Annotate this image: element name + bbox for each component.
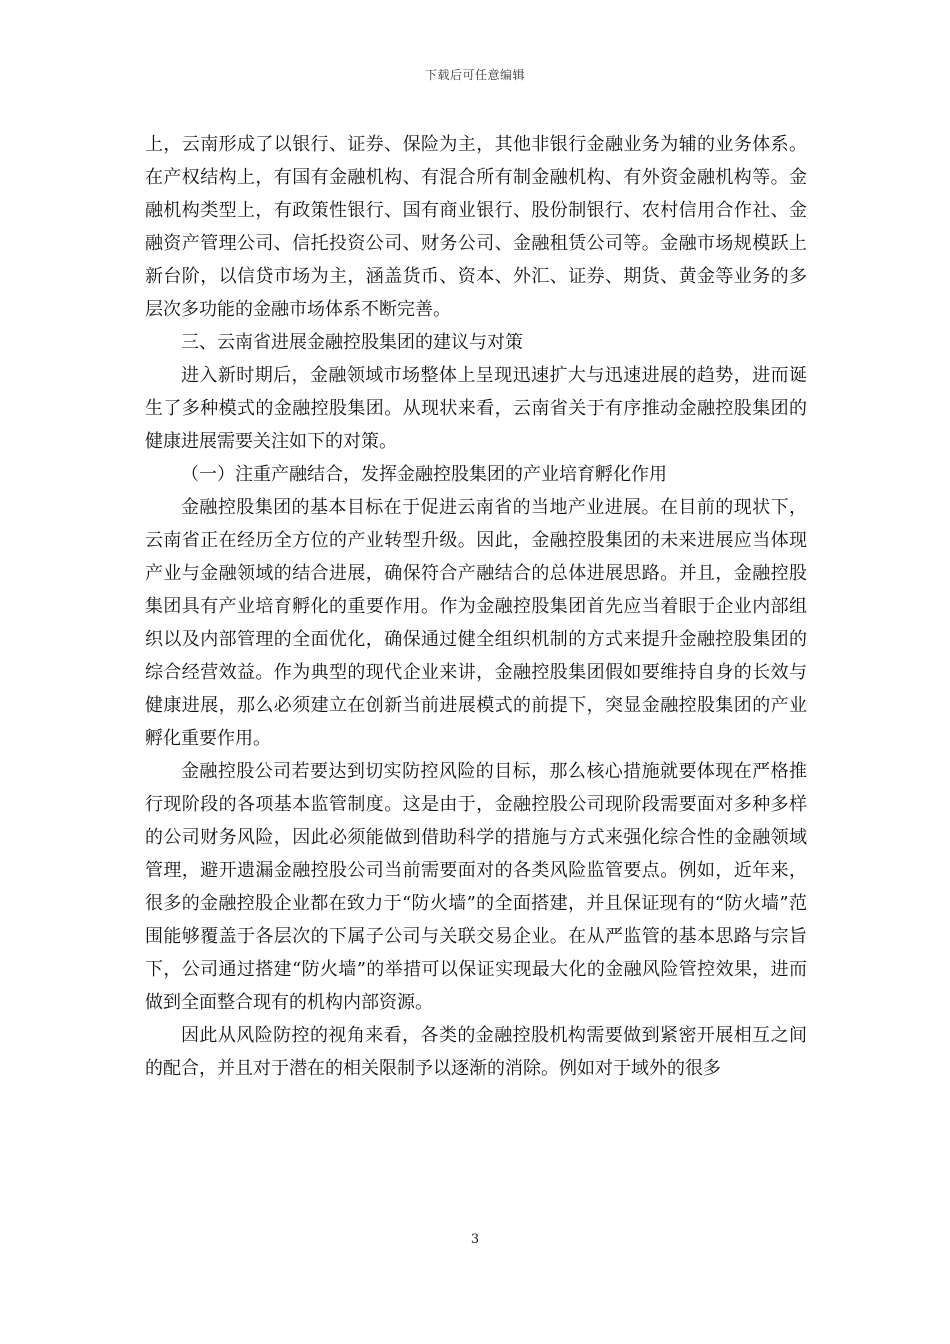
body-text xyxy=(145,128,807,1085)
page-header: 下载后可任意编辑 xyxy=(424,68,525,82)
paragraph: 金融控股集团的基本目标在于促进云南省的当地产业进展。在目前的现状下，云南省正在经历全方位的产业转型升级。因此，金融控股集团的未来进展应当体现产业与金融领域的结合进展，确保符合产融结合的总体进展思路。并且，金融控股集团具有产业培育孵化的重要作用。作为金融控股集团首先应当着眼于企业内部组织以及内部管理的全面优化，确保通过健全组织机制的方式来提升金融控股集团的综合经营效益。作为典型的现代企业来讲，金融控股集团假如要维持自身的长效与健康进展，那么必须建立在创新当前进展模式的前提下，突显金融控股集团的产业孵化重要作用。 xyxy=(145,497,807,749)
paragraph: 金融控股公司若要达到切实防控风险的目标，那么核心措施就要体现在严格推行现阶段的各项基本监管制度。这是由于，金融控股公司现阶段需要面对多种多样的公司财务风险，因此必须能做到借助科学的措施与方式来强化综合性的金融领域管理，避开遗漏金融控股公司当前需要面对的各类风险监管要点。例如，近年来，很多的金融控股企业都在致力于“防火墙”的全面搭建，并且保证现有的“防火墙”范围能够覆盖于各层次的下属子公司与关联交易企业。在从严监管的基本思路与宗旨下，公司通过搭建“防火墙”的举措可以保证实现最大化的金融风险管控效果，进而做到全面整合现有的机构内部资源。 xyxy=(145,761,807,1013)
paragraph-continuation: 上，云南形成了以银行、证券、保险为主，其他非银行金融业务为辅的业务体系。在产权结构上，有国有金融机构、有混合所有制金融机构、有外资金融机构等。金融机构类型上，有政策性银行、国有商业银行、股份制银行、农村信用合作社、金融资产管理公司、信托投资公司、财务公司、金融租赁公司等。金融市场规模跃上新台阶，以信贷市场为主，涵盖货币、资本、外汇、证券、期货、黄金等业务的多层次多功能的金融市场体系不断完善。 xyxy=(145,134,807,320)
section-heading: 三、云南省进展金融控股集团的建议与对策 xyxy=(181,332,523,353)
paragraph: 进入新时期后，金融领域市场整体上呈现迅速扩大与迅速进展的趋势，进而诞生了多种模式的金融控股集团。从现状来看，云南省关于有序推动金融控股集团的健康进展需要关注如下的对策。 xyxy=(145,365,807,452)
subsection-heading: （一）注重产融结合，发挥金融控股集团的产业培育孵化作用 xyxy=(181,464,667,485)
page-number: 3 xyxy=(470,1232,480,1247)
paragraph: 因此从风险防控的视角来看，各类的金融控股机构需要做到紧密开展相互之间的配合，并且对于潜在的相关限制予以逐渐的消除。例如对于域外的很多 xyxy=(145,1025,807,1079)
